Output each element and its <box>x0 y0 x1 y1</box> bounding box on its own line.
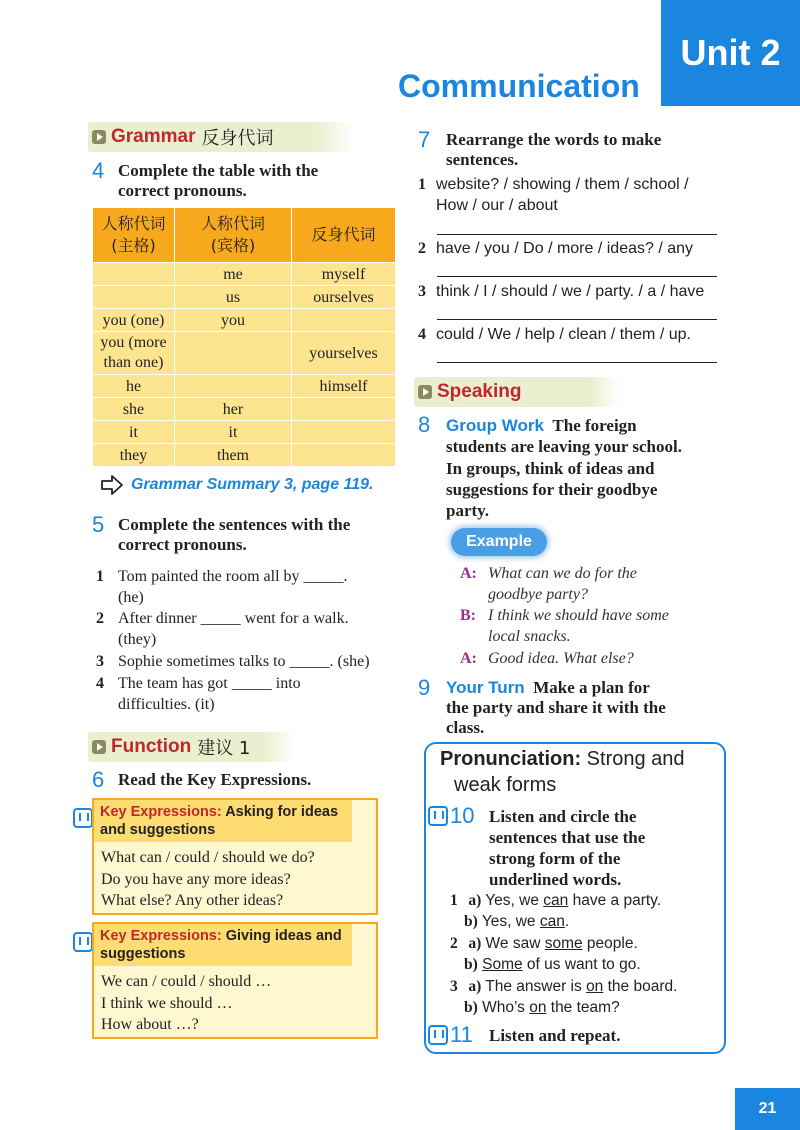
table-row <box>93 421 396 444</box>
table-cell <box>175 375 292 398</box>
list-item: 3 think / I / should / we / party. / a / have <box>418 283 705 300</box>
expression-line: What can / could / should we do? <box>101 849 315 866</box>
table-cell: you <box>175 309 292 332</box>
table-cell <box>93 263 175 286</box>
table-row <box>93 444 396 467</box>
expression-line: What else? Any other ideas? <box>101 892 284 909</box>
play-icon <box>92 740 106 754</box>
list-item: 2 a) We saw some people. b) Some of us want to go. <box>450 935 641 973</box>
dialogue-line: A: What can we do for the goodbye party? <box>460 565 637 603</box>
table-row <box>93 375 396 398</box>
table-cell: he <box>93 375 175 398</box>
expression-line: How about …? <box>101 1016 199 1033</box>
table-cell <box>292 309 396 332</box>
exercise-number: 6 <box>92 767 105 792</box>
expression-line: I think we should … <box>101 994 233 1012</box>
exercise-instruction: Rearrange the words to make sentences. <box>446 130 662 169</box>
exercise-number: 11 <box>450 1022 473 1047</box>
table-row <box>93 309 396 332</box>
expression-line: We can / could / should … <box>101 973 272 990</box>
exercise-instruction: Your Turn Make a plan for the party and share it with the class. <box>446 678 666 737</box>
group-work-label: Group Work <box>446 416 544 435</box>
grammar-label: Grammar <box>111 126 196 147</box>
exercise-number: 4 <box>92 158 105 183</box>
table-cell: her <box>175 398 292 421</box>
arrow-right-icon <box>100 474 124 496</box>
speaking-banner <box>414 377 620 407</box>
unit-badge: Unit 2 <box>661 0 800 106</box>
list-item: 4 could / We / help / clean / them / up. <box>418 326 691 343</box>
list-item: 3 a) The answer is on the board. b) Who’s on the team? <box>450 978 678 1016</box>
table-cell <box>292 398 396 421</box>
table-row <box>93 286 396 309</box>
table-cell <box>175 332 292 375</box>
table-cell <box>292 444 396 467</box>
pronunciation-title: Pronunciation: Strong and weak forms <box>440 748 685 796</box>
answer-line[interactable] <box>437 276 717 277</box>
exercise-number: 8 <box>418 412 431 437</box>
answer-line[interactable] <box>437 362 717 363</box>
grammar-label-zh: 反身代词 <box>201 128 274 149</box>
exercise-instruction: Listen and circle the sentences that use the strong form of the underlined words. <box>489 807 646 889</box>
play-icon <box>418 385 432 399</box>
your-turn-label: Your Turn <box>446 678 525 697</box>
exercise-number: 5 <box>92 512 105 537</box>
table-cell: you (one) <box>93 309 175 332</box>
list-item: 2 have / you / Do / more / ideas? / any <box>418 240 694 257</box>
table-cell <box>93 286 175 309</box>
table-cell: it <box>175 421 292 444</box>
play-icon <box>92 130 106 144</box>
dialogue-line: A: Good idea. What else? <box>460 650 634 667</box>
table-cell: ourselves <box>292 286 396 309</box>
key-expressions-box <box>92 922 378 1039</box>
list-item: 1 website? / showing / them / school / How / our / about <box>418 176 689 214</box>
list-item: 1 a) Yes, we can have a party. b) Yes, we can. <box>450 892 662 930</box>
table-row <box>93 332 396 375</box>
expression-line: Do you have any more ideas? <box>101 870 291 888</box>
table-cell: myself <box>292 263 396 286</box>
key-expressions-heading: Key Expressions: Giving ideas and suggestions <box>94 924 352 966</box>
answer-line[interactable] <box>437 234 717 235</box>
exercise-number: 7 <box>418 127 431 152</box>
table-header: 反身代词 <box>292 208 396 263</box>
table-cell: us <box>175 286 292 309</box>
table-header: 人称代词 (宾格) <box>175 208 292 263</box>
exercise-instruction: Group Work The foreign students are leaving your school. In groups, think of ideas and suggestions for their goodbye party. <box>446 416 682 521</box>
exercise-number: 10 <box>450 803 475 828</box>
speaking-label: Speaking <box>437 381 522 402</box>
function-label: Function <box>111 736 192 757</box>
answer-line[interactable] <box>437 319 717 320</box>
table-row <box>93 398 396 421</box>
dialogue-line: B: I think we should have some local snacks. <box>460 607 669 645</box>
pronoun-table <box>92 207 396 467</box>
table-cell: himself <box>292 375 396 398</box>
table-cell: they <box>93 444 175 467</box>
table-cell: it <box>93 421 175 444</box>
audio-icon[interactable] <box>73 932 93 952</box>
key-expressions-heading: Key Expressions: Asking for ideas and suggestions <box>94 800 352 842</box>
list-item: 4 The team has got _____ into difficulties. (it) <box>96 675 301 713</box>
page-number: 21 <box>735 1088 800 1130</box>
exercise-number: 9 <box>418 675 431 700</box>
grammar-banner <box>88 122 354 152</box>
table-cell: you (more than one) <box>93 332 175 375</box>
function-banner <box>88 732 294 762</box>
page-title: Communication <box>398 68 640 104</box>
table-row <box>93 263 396 286</box>
table-cell: she <box>93 398 175 421</box>
table-header-row <box>93 208 396 263</box>
audio-icon[interactable] <box>428 806 448 826</box>
example-tag: Example <box>451 528 547 556</box>
audio-icon[interactable] <box>428 1025 448 1045</box>
exercise-instruction: Complete the sentences with the correct pronouns. <box>118 515 351 554</box>
audio-icon[interactable] <box>73 808 93 828</box>
exercise-instruction: Listen and repeat. <box>489 1026 621 1045</box>
table-cell: them <box>175 444 292 467</box>
list-item: 3 Sophie sometimes talks to _____. (she) <box>96 653 370 670</box>
grammar-summary-link[interactable]: Grammar Summary 3, page 119. <box>131 476 374 493</box>
table-cell: me <box>175 263 292 286</box>
exercise-instruction: Complete the table with the correct pronouns. <box>118 161 319 200</box>
list-item: 1 Tom painted the room all by _____. (he) <box>96 568 348 606</box>
function-label-zh: 建议 1 <box>197 738 251 759</box>
key-expressions-box <box>92 798 378 915</box>
list-item: 2 After dinner _____ went for a walk. (they) <box>96 610 349 648</box>
table-cell <box>292 421 396 444</box>
table-header: 人称代词 (主格) <box>93 208 175 263</box>
table-cell: yourselves <box>292 332 396 375</box>
exercise-instruction: Read the Key Expressions. <box>118 770 312 789</box>
